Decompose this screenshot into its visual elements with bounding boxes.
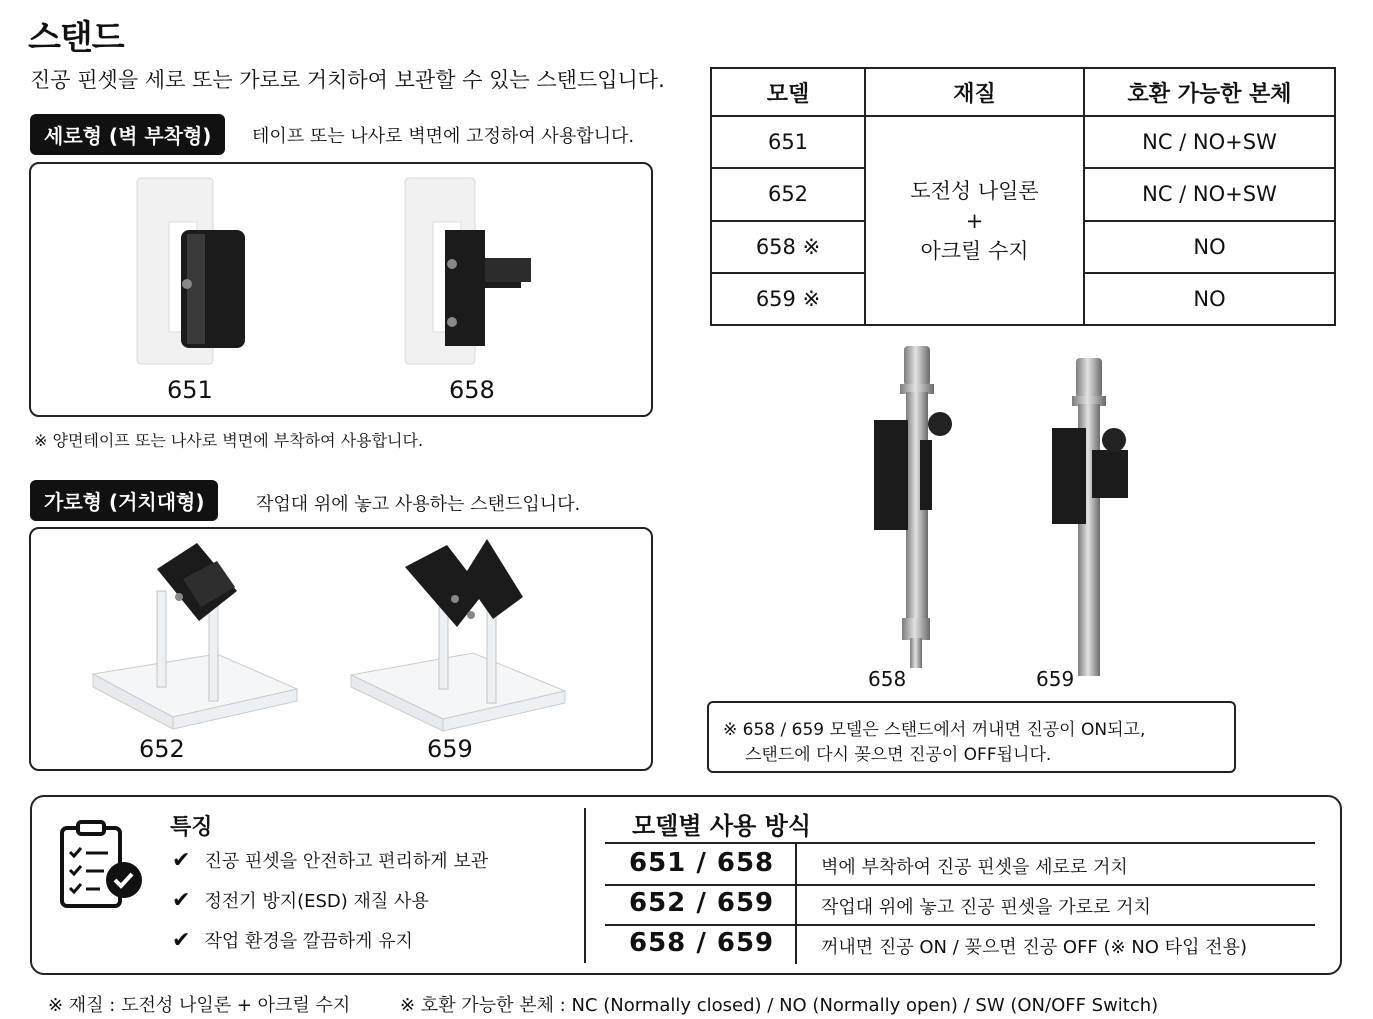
cell-compat: NO (1084, 273, 1335, 325)
tweezer-note-line: ※ 658 / 659 모델은 스탠드에서 꺼내면 진공이 ON되고, (723, 720, 1146, 740)
page-title: 스탠드 (28, 18, 124, 58)
check-icon: ✔ (172, 927, 191, 953)
usage-divider (795, 884, 797, 924)
usage-divider (795, 924, 797, 964)
cell-compat: NO (1084, 221, 1335, 273)
usage-divider (795, 844, 797, 884)
vertical-desc: 테이프 또는 나사로 벽면에 고정하여 사용합니다. (252, 126, 635, 147)
horizontal-desc: 작업대 위에 놓고 사용하는 스탠드입니다. (256, 494, 581, 515)
tweezer-659-label: 659 (1036, 667, 1075, 691)
usage-models: 651 / 658 (629, 848, 775, 878)
cell-compat: NC / NO+SW (1084, 168, 1335, 220)
header-compat: 호환 가능한 본체 (1084, 68, 1335, 116)
footer-material: ※ 재질 : 도전성 나일론 + 아크릴 수지 (48, 995, 351, 1016)
feature-text: 작업 환경을 깔끔하게 유지 (204, 931, 413, 952)
material-line: 도전성 나일론 (910, 178, 1039, 203)
cell-model: 659 ※ (711, 273, 865, 325)
cell-model: 652 (711, 168, 865, 220)
spec-table (710, 67, 1336, 326)
horizontal-badge: 가로형 (거치대형) (30, 480, 218, 521)
usage-row (605, 924, 1315, 964)
stand-658-image (389, 172, 559, 367)
cell-material (865, 116, 1084, 325)
vertical-stand-frame (29, 162, 653, 417)
check-icon: ✔ (172, 847, 191, 873)
stand-658-label: 658 (449, 376, 495, 404)
vertical-note: ※ 양면테이프 또는 나사로 벽면에 부착하여 사용합니다. (34, 431, 424, 450)
feature-text: 정전기 방지(ESD) 재질 사용 (204, 891, 429, 912)
stand-659-image (347, 535, 572, 739)
usage-desc: 꺼내면 진공 ON / 꽂으면 진공 OFF (※ NO 타입 전용) (821, 937, 1247, 958)
material-line: + (965, 208, 984, 233)
features-title: 특징 (170, 815, 213, 840)
intro-text: 진공 핀셋을 세로 또는 가로로 거치하여 보관할 수 있는 스탠드입니다. (30, 68, 665, 92)
stand-651-label: 651 (167, 376, 213, 404)
usage-models: 658 / 659 (629, 928, 775, 958)
spec-header-row (711, 68, 1335, 116)
footer-compat: ※ 호환 가능한 본체 : NC (Normally closed) / NO (Normally open) / SW (ON/OFF Switch) (400, 995, 1159, 1016)
stand-652-image (87, 539, 302, 739)
usage-row (605, 844, 1315, 886)
horizontal-stand-frame (29, 527, 653, 771)
feature-item (172, 927, 413, 953)
feature-item (172, 887, 429, 913)
table-row (711, 116, 1335, 168)
cell-model: 658 ※ (711, 221, 865, 273)
usage-row (605, 884, 1315, 926)
header-model: 모델 (711, 68, 865, 116)
usage-desc: 벽에 부착하여 진공 핀셋을 세로로 거치 (821, 857, 1128, 878)
tweezer-note-line: 스탠드에 다시 꽂으면 진공이 OFF됩니다. (745, 745, 1052, 765)
feature-text: 진공 핀셋을 안전하고 편리하게 보관 (204, 851, 489, 872)
feature-item (172, 847, 488, 873)
divider (584, 808, 586, 963)
header-material: 재질 (865, 68, 1084, 116)
cell-model: 651 (711, 116, 865, 168)
usage-desc: 작업대 위에 놓고 진공 핀셋을 가로로 거치 (821, 897, 1151, 918)
cell-compat: NC / NO+SW (1084, 116, 1335, 168)
usage-models: 652 / 659 (629, 888, 775, 918)
usage-title: 모델별 사용 방식 (632, 812, 811, 840)
tweezer-note-box (707, 701, 1236, 773)
stand-651-image (121, 172, 261, 367)
vertical-badge: 세로형 (벽 부착형) (30, 114, 225, 155)
clipboard-check-icon (56, 818, 146, 912)
tweezer-658-label: 658 (868, 667, 907, 691)
check-icon: ✔ (172, 887, 191, 913)
material-line: 아크릴 수지 (920, 238, 1029, 263)
tweezers-image (860, 340, 1160, 680)
stand-659-label: 659 (427, 735, 473, 763)
stand-652-label: 652 (139, 735, 185, 763)
